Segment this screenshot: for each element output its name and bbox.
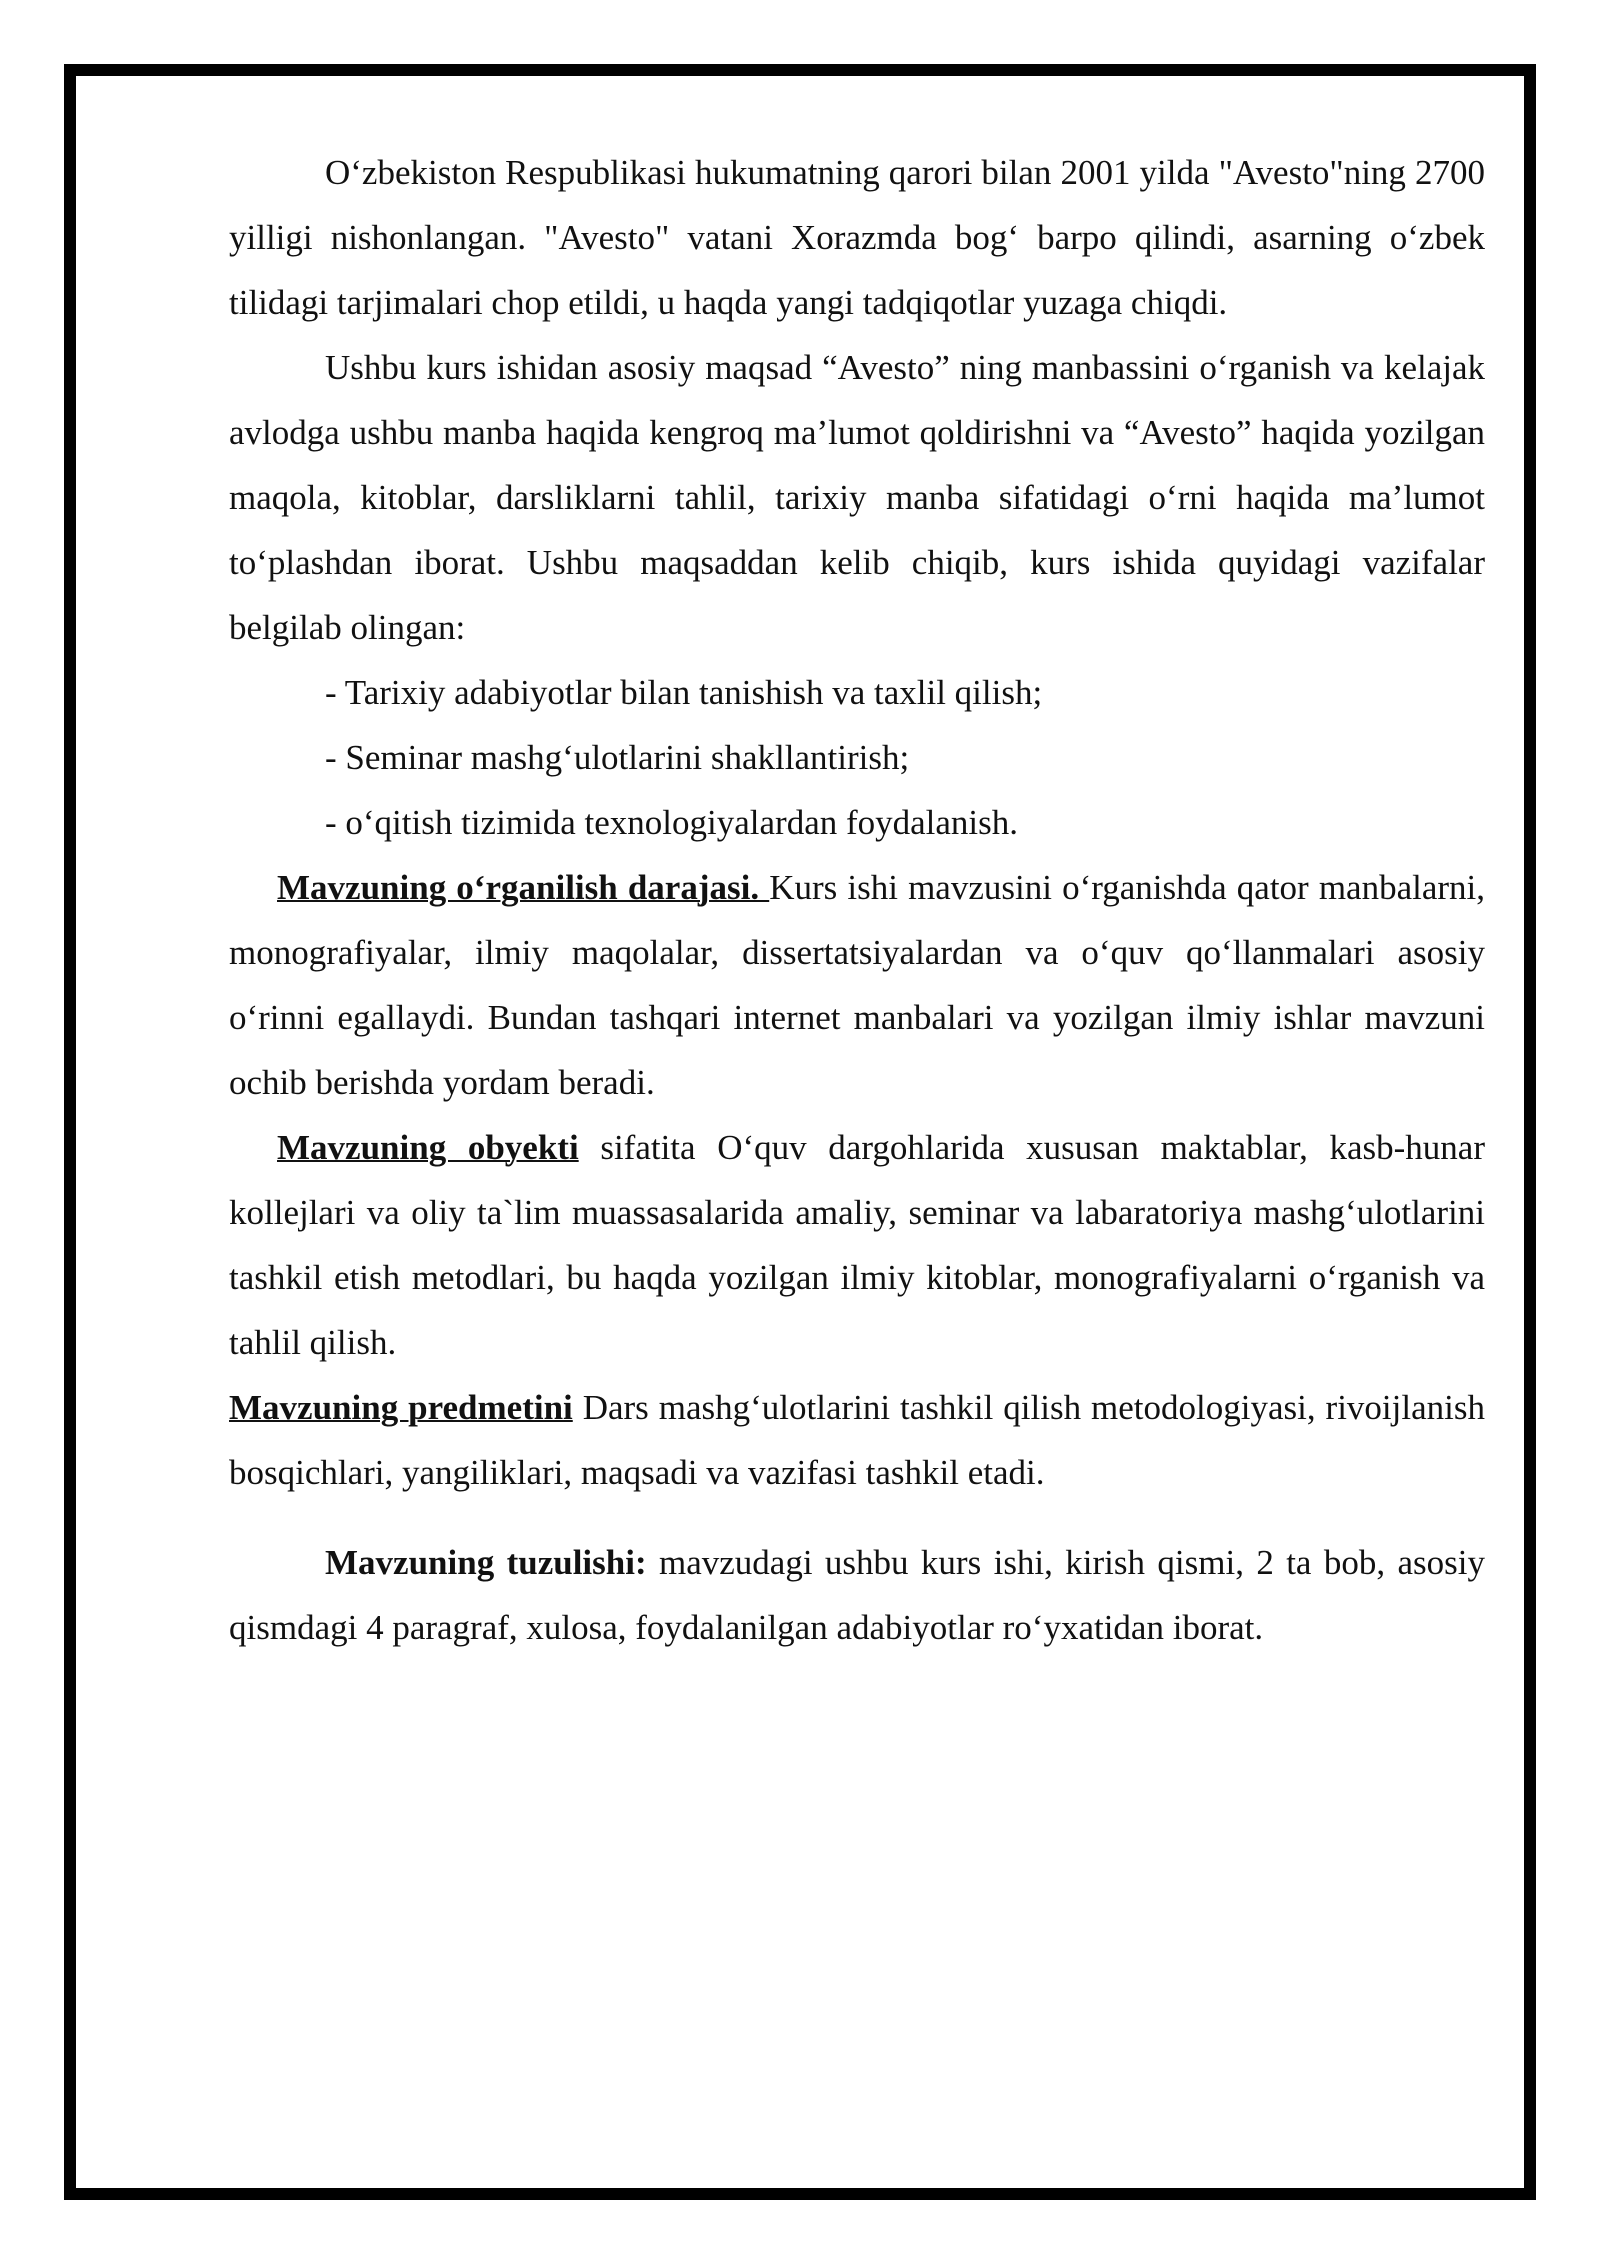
subject-text: Dars mashg‘ulotlarini tashkil qilish metodologiyasi, rivoijlanish bosqichlari, yangiliklari, maqsadi va vazifasi tashkil etadi. bbox=[229, 1388, 1485, 1492]
task-list bbox=[229, 660, 1485, 855]
list-item: - Seminar mashg‘ulotlarini shakllantirish; bbox=[325, 738, 910, 777]
degree-text: Kurs ishi mavzusini o‘rganishda qator manbalarni, monografiyalar, ilmiy maqolalar, dissertatsiyalardan va o‘quv qo‘llanmalari asosiy o‘rinni egallaydi. Bundan tashqari internet manbalari va yozilgan ilmiy ishlar mavzuni ochib berishda yordam beradi. bbox=[229, 868, 1485, 1102]
object-section bbox=[229, 1115, 1485, 1375]
intro-paragraph: O‘zbekiston Respublikasi hukumatning qarori bilan 2001 yilda "Avesto"ning 2700 yilligi nishonlangan. "Avesto" vatani Xorazmda bog‘ barpo qilindi, asarning o‘zbek tilidagi tarjimalari chop etildi, u haqda yangi tadqiqotlar yuzaga chiqdi. bbox=[229, 153, 1485, 322]
list-item: - Tarixiy adabiyotlar bilan tanishish va taxlil qilish; bbox=[325, 673, 1043, 712]
degree-heading: Mavzuning o‘rganilish darajasi. bbox=[277, 868, 770, 907]
object-heading: Mavzuning obyekti bbox=[277, 1128, 579, 1167]
structure-heading: Mavzuning tuzulishi: bbox=[325, 1543, 647, 1582]
document-body bbox=[229, 140, 1485, 1660]
list-item: - o‘qitish tizimida texnologiyalardan foydalanish. bbox=[325, 803, 1019, 842]
object-text: sifatita O‘quv dargohlarida xususan maktablar, kasb-hunar kollejlari va oliy ta`lim muassasalarida amaliy, seminar va labaratoriya mashg‘ulotlarini tashkil etish metodlari, bu haqda yozilgan ilmiy kitoblar, monografiyalarni o‘rganish va tahlil qilish. bbox=[229, 1128, 1485, 1362]
degree-section bbox=[229, 855, 1485, 1115]
structure-text: mavzudagi ushbu kurs ishi, kirish qismi, 2 ta bob, asosiy qismdagi 4 paragraf, xulosa, foydalanilgan adabiyotlar ro‘yxatidan iborat. bbox=[229, 1543, 1485, 1647]
subject-heading: Mavzuning predmetini bbox=[229, 1388, 573, 1427]
goal-paragraph: Ushbu kurs ishidan asosiy maqsad “Avesto” ning manbassini o‘rganish va kelajak avlodga ushbu manba haqida kengroq ma’lumot qoldirishni va “Avesto” haqida yozilgan maqola, kitoblar, darsliklarni tahlil, tarixiy manba sifatidagi o‘rni haqida ma’lumot to‘plashdan iborat. Ushbu maqsaddan kelib chiqib, kurs ishida quyidagi vazifalar belgilab olingan: bbox=[229, 348, 1485, 647]
structure-section bbox=[229, 1530, 1485, 1660]
subject-section bbox=[229, 1375, 1485, 1505]
